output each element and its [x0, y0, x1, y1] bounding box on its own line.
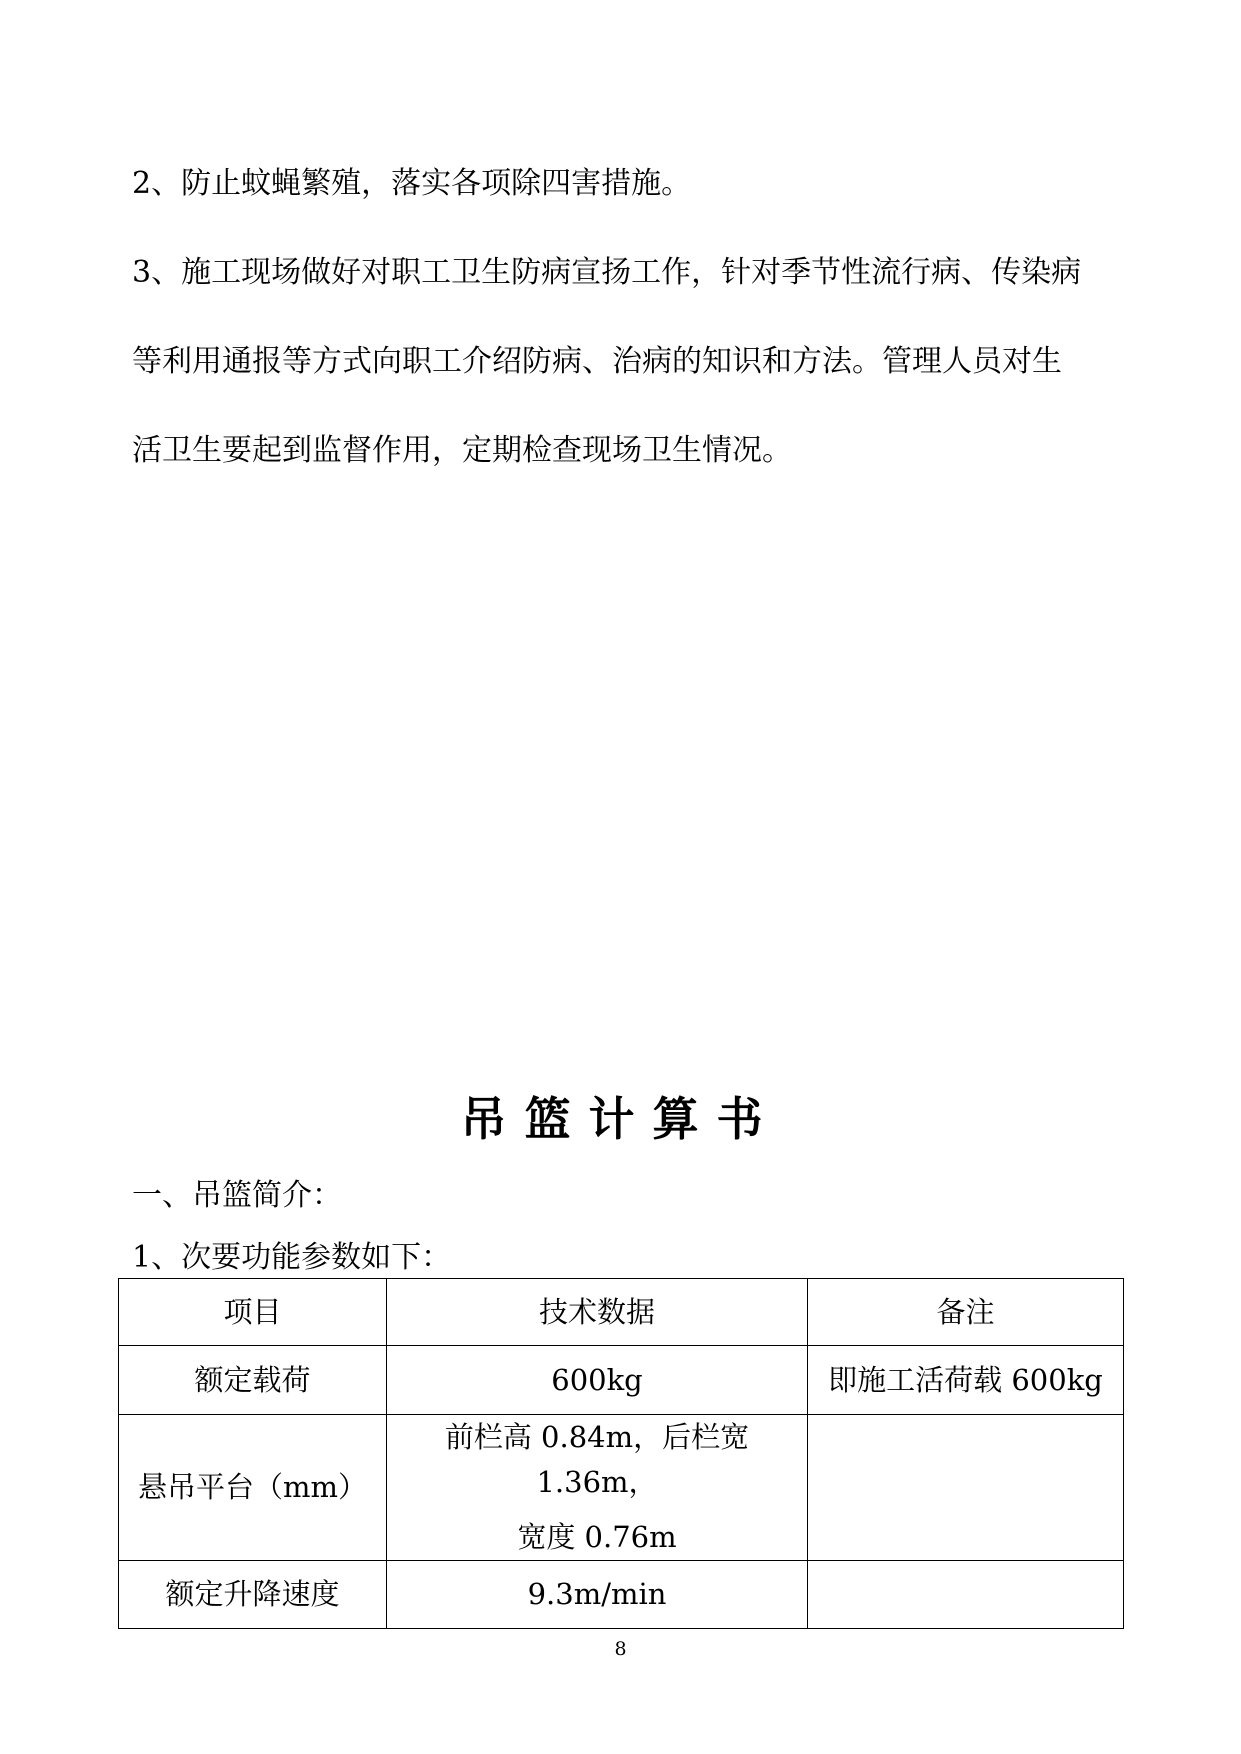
table-cell-note	[808, 1415, 1124, 1561]
table-cell-data	[387, 1415, 808, 1561]
table-cell-item: 悬吊平台（mm）	[119, 1415, 387, 1561]
table-cell-data: 600kg	[387, 1346, 808, 1415]
paragraph-item-3-line-1: 3、施工现场做好对职工卫生防病宣扬工作，针对季节性流行病、传染病	[132, 255, 1082, 290]
table-header-row	[119, 1279, 1124, 1346]
document-title: 吊篮计算书	[460, 1092, 781, 1146]
table-cell-item: 额定升降速度	[119, 1560, 387, 1628]
paragraph-item-2: 2、防止蚊蝇繁殖，落实各项除四害措施。	[132, 166, 692, 201]
table-row	[119, 1346, 1124, 1415]
table-cell-data-line: 宽度 0.76m	[517, 1519, 677, 1554]
table-header-cell: 备注	[808, 1279, 1124, 1346]
page-number: 8	[614, 1638, 627, 1660]
table-cell-note	[808, 1560, 1124, 1628]
section-heading: 一、吊篮简介：	[132, 1178, 342, 1213]
paragraph-item-3-line-2: 等利用通报等方式向职工介绍防病、治病的知识和方法。管理人员对生	[132, 344, 1062, 379]
table-header-cell: 技术数据	[387, 1279, 808, 1346]
paragraph-item-3-line-3: 活卫生要起到监督作用，定期检查现场卫生情况。	[132, 433, 792, 468]
spec-table	[118, 1278, 1124, 1629]
table-cell-data: 9.3m/min	[387, 1560, 808, 1628]
table-cell-item: 额定载荷	[119, 1346, 387, 1415]
table-cell-note: 即施工活荷载 600kg	[808, 1346, 1124, 1415]
table-header-cell: 项目	[119, 1279, 387, 1346]
table-cell-data-line: 前栏高 0.84m，后栏宽 1.36m，	[444, 1420, 750, 1499]
table-row	[119, 1415, 1124, 1561]
table-row	[119, 1560, 1124, 1628]
subheading: 1、次要功能参数如下：	[132, 1240, 452, 1275]
